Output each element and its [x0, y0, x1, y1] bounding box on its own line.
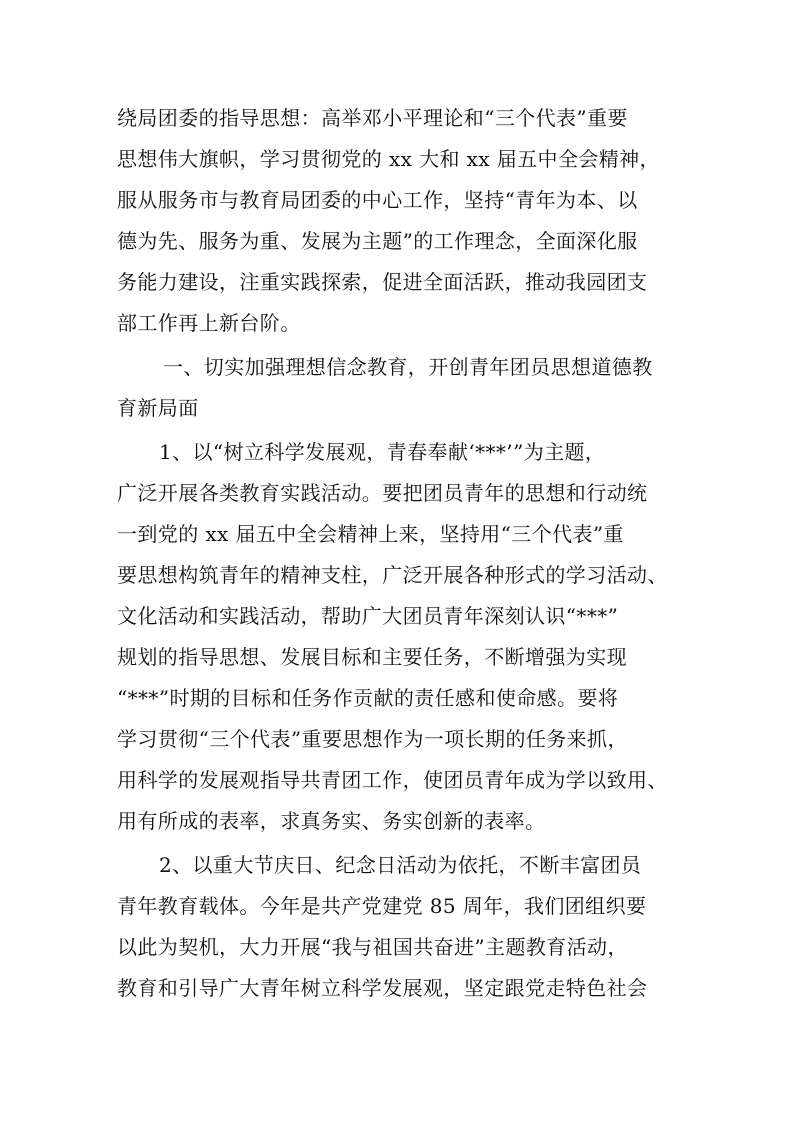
- text-line: 学习贯彻“三个代表”重要思想作为一项长期的任务来抓，: [117, 727, 628, 751]
- text-line: 文化活动和实践活动，帮助广大团员青年深刻认识“***”: [117, 604, 619, 628]
- text-line: 绕局团委的指导思想：高举邓小平理论和“三个代表”重要: [117, 106, 628, 130]
- text-line: 规划的指导思想、发展目标和主要任务，不断增强为实现: [117, 645, 627, 669]
- text-line: 以此为契机，大力开展“我与祖国共奋进”主题教育活动，: [117, 935, 628, 959]
- text-line: 务能力建设，注重实践探索，促进全面活跃，推动我园团支: [117, 270, 648, 294]
- text-line: 德为先、服务为重、发展为主题”的工作理念，全面深化服: [117, 229, 638, 253]
- text-line: 部工作再上新台阶。: [117, 311, 301, 335]
- text-line: 要思想构筑青年的精神支柱，广泛开展各种形式的学习活动、: [117, 563, 668, 587]
- text-line: 广泛开展各类教育实践活动。要把团员青年的思想和行动统: [117, 481, 648, 505]
- text-line: 用有所成的表率，求真务实、务实创新的表率。: [117, 809, 546, 833]
- text-line: 青年教育载体。今年是共产党建党 85 周年，我们团组织要: [117, 894, 647, 918]
- text-line: 思想伟大旗帜，学习贯彻党的 xx 大和 xx 届五中全会精神，: [117, 147, 660, 171]
- section-heading-line: 一、切实加强理想信念教育，开创青年团员思想道德教: [163, 355, 653, 379]
- text-line: “***”时期的目标和任务作贡献的责任感和使命感。要将: [117, 686, 619, 710]
- text-line: 1、以“树立科学发展观，青春奉献‘***’”为主题，: [159, 440, 606, 464]
- text-line: 2、以重大节庆日、纪念日活动为依托，不断丰富团员: [159, 853, 642, 877]
- text-line: 教育和引导广大青年树立科学发展观，坚定跟党走特色社会: [117, 976, 648, 1000]
- text-line: 服从服务市与教育局团委的中心工作，坚持“青年为本、以: [117, 188, 638, 212]
- text-line: 一到党的 xx 届五中全会精神上来，坚持用“三个代表”重: [117, 522, 624, 546]
- section-heading-line: 育新局面: [117, 396, 199, 420]
- text-line: 用科学的发展观指导共青团工作，使团员青年成为学以致用、: [117, 768, 668, 792]
